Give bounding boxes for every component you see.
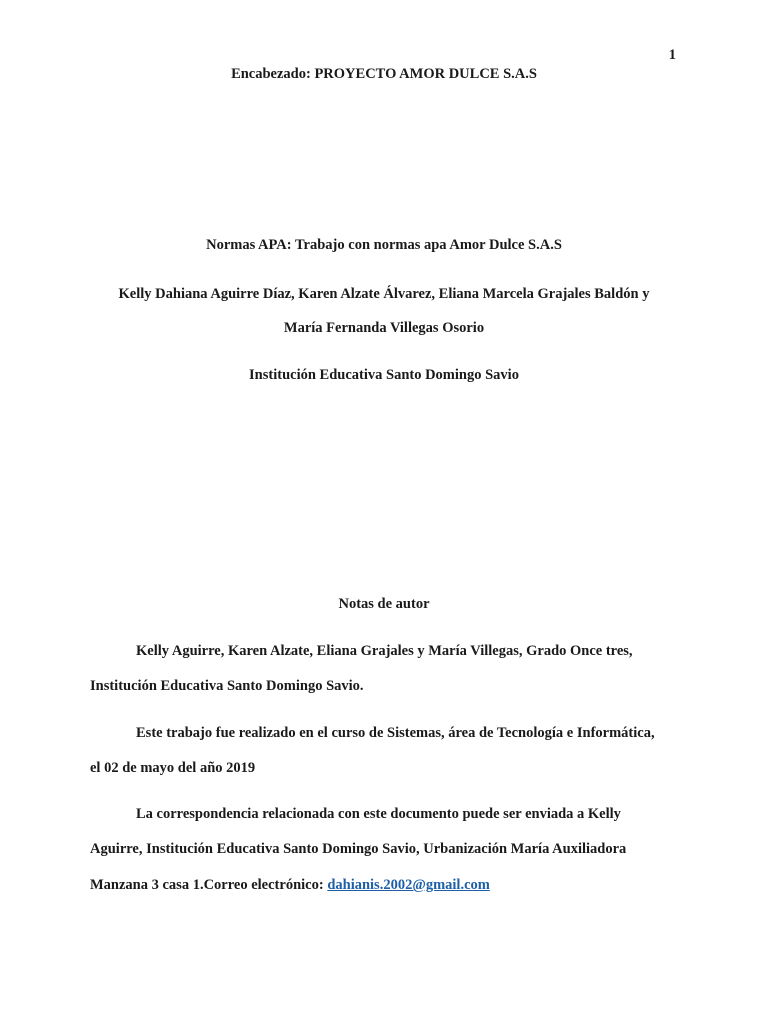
authors-line-2: María Fernanda Villegas Osorio [283,320,485,336]
author-note-p3-line3 [90,876,490,894]
author-note-p2-line2: el 02 de mayo del año 2019 [90,760,256,776]
institution: Institución Educativa Santo Domingo Savio [249,367,519,383]
page-number: 1 [668,47,676,63]
author-note-p3-line2: Aguirre, Institución Educativa Santo Domingo Savio, Urbanización María Auxiliadora [90,841,627,857]
author-note-heading: Notas de autor [338,596,430,612]
email-link[interactable]: dahianis.2002@gmail.com [327,877,490,893]
author-note-p2-line1: Este trabajo fue realizado en el curso de Sistemas, área de Tecnología e Informática, [136,725,655,741]
author-note-p1-line1: Kelly Aguirre, Karen Alzate, Eliana Grajales y María Villegas, Grado Once tres, [136,643,633,659]
running-head: Encabezado: PROYECTO AMOR DULCE S.A.S [231,66,537,82]
authors-line-1: Kelly Dahiana Aguirre Díaz, Karen Alzate Álvarez, Eliana Marcela Grajales Baldón y [118,286,650,302]
author-note-p1-line2: Institución Educativa Santo Domingo Savio. [90,678,364,694]
document-title: Normas APA: Trabajo con normas apa Amor Dulce S.A.S [206,237,562,253]
email-label: Manzana 3 casa 1.Correo electrónico: [90,877,328,893]
author-note-p3-line1: La correspondencia relacionada con este documento puede ser enviada a Kelly [136,806,621,822]
